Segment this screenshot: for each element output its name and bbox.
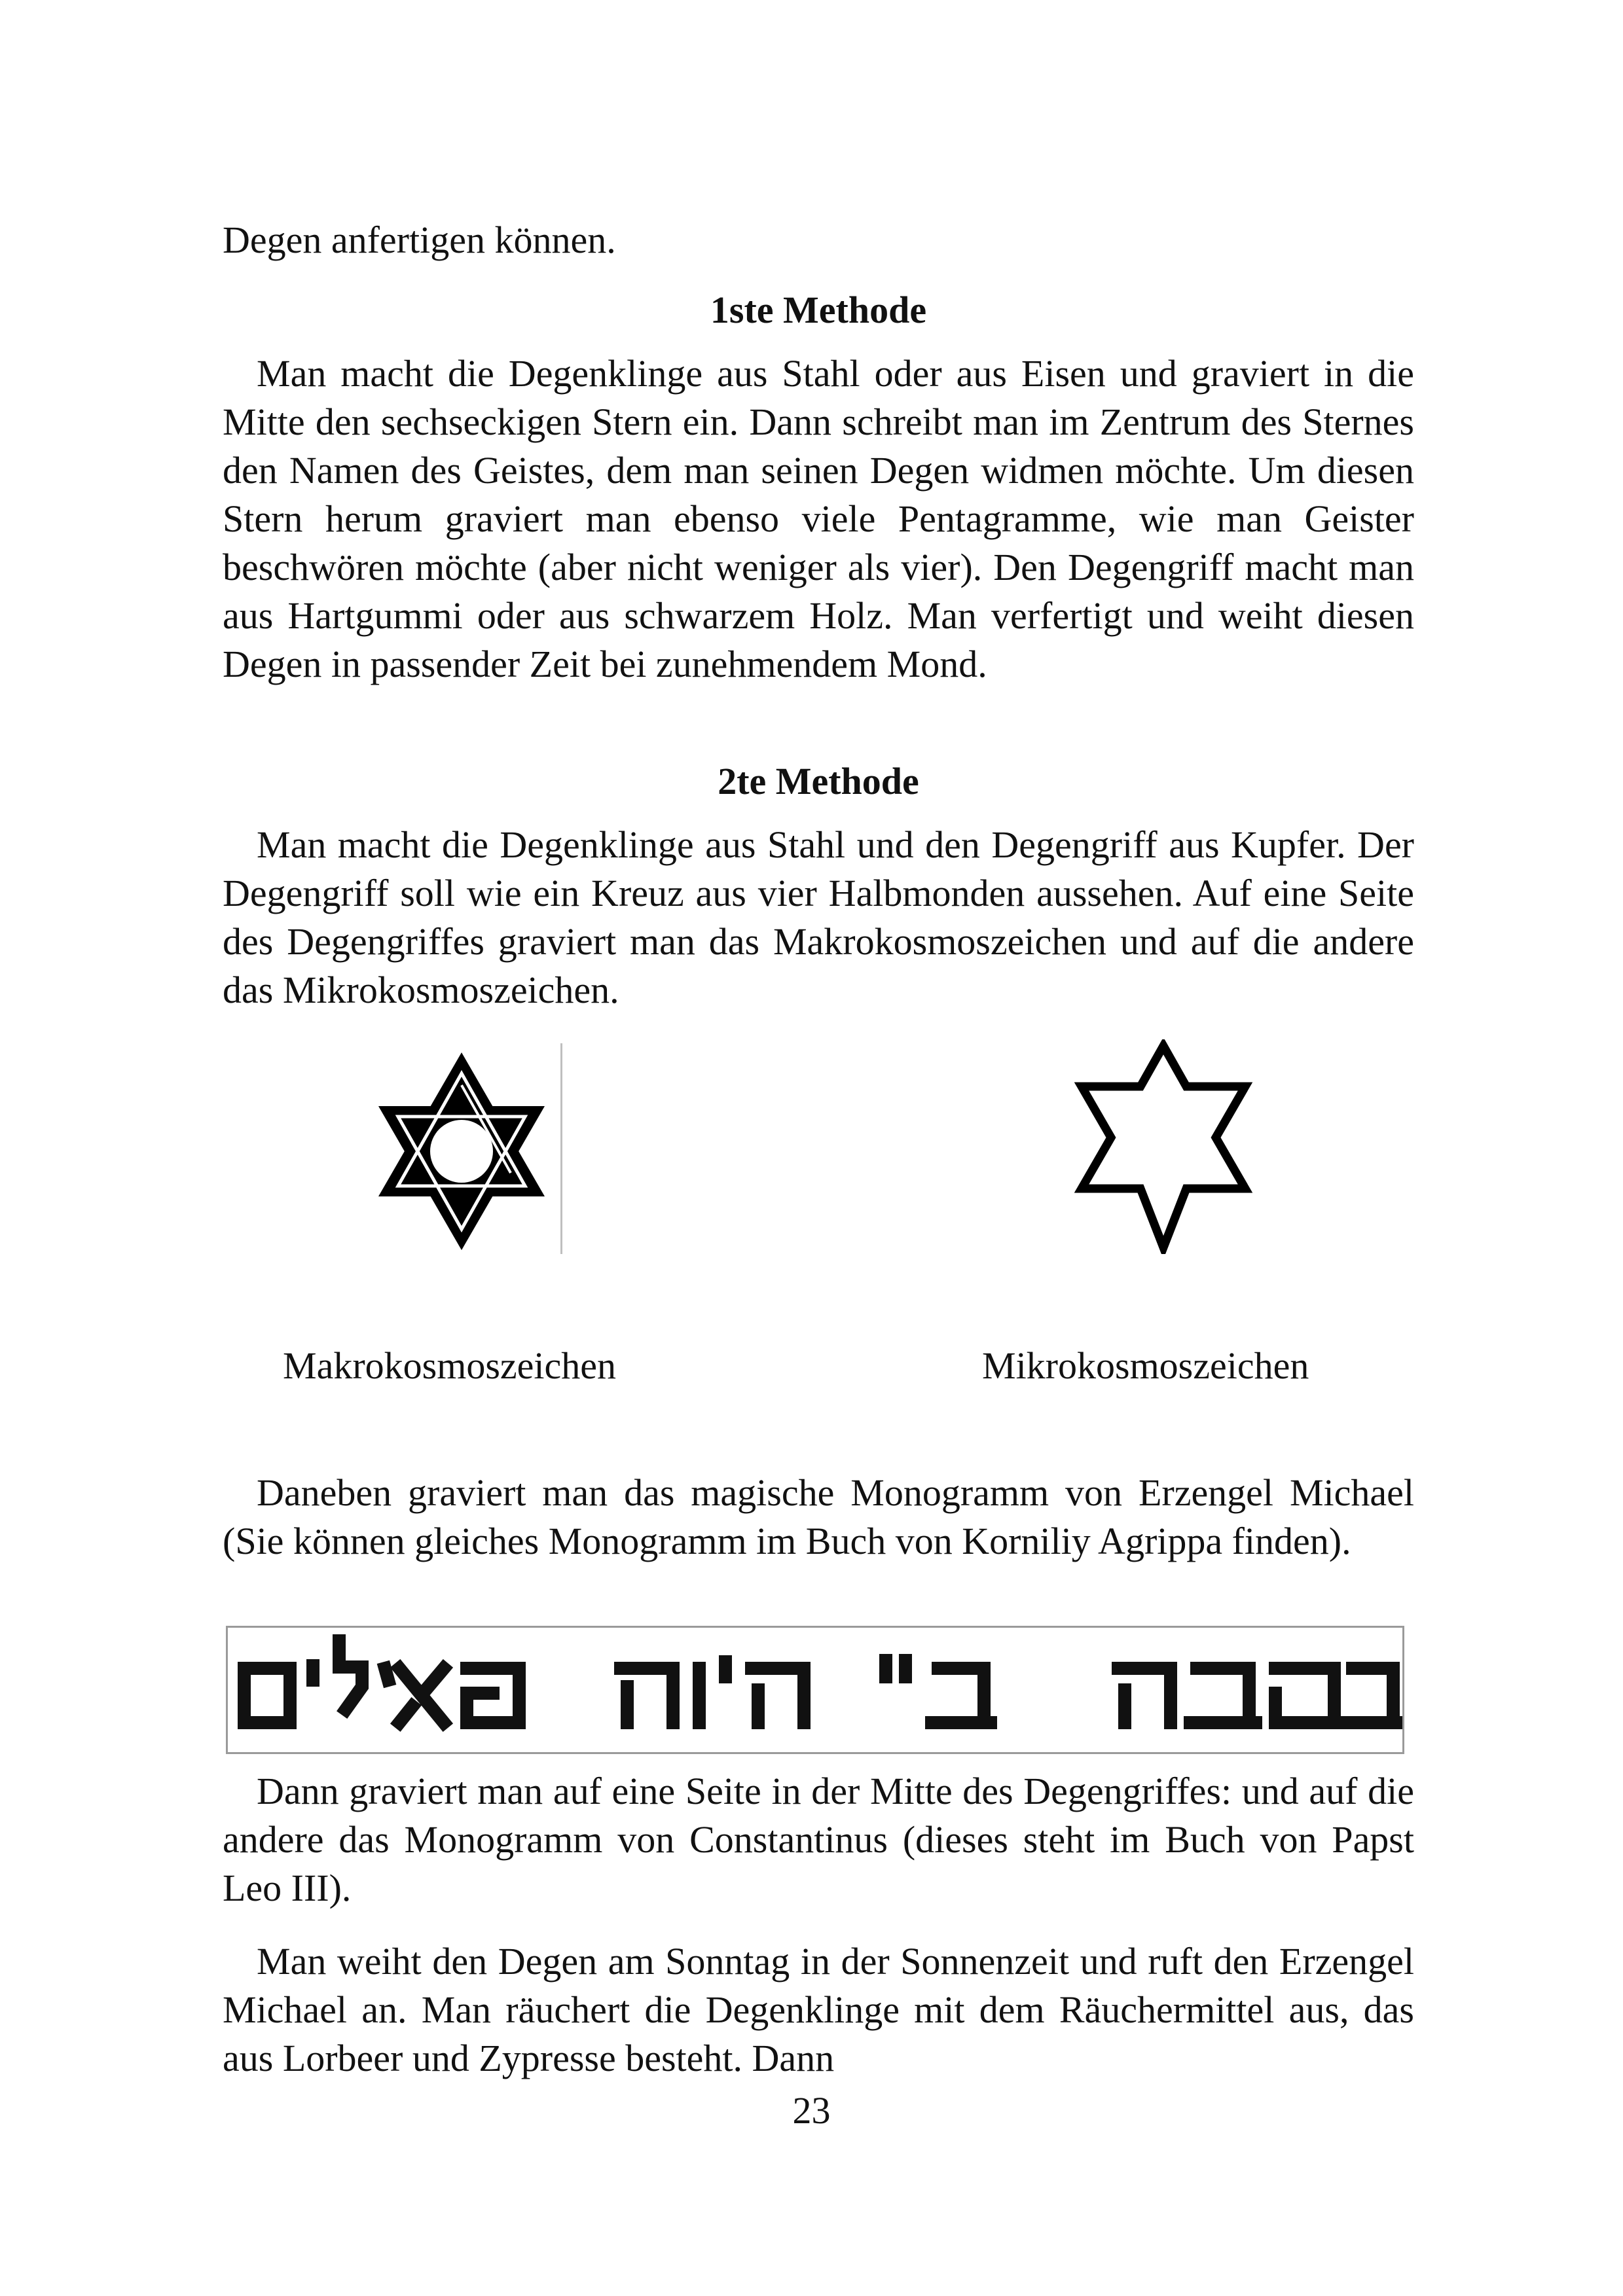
figure-divider (560, 1043, 562, 1254)
section-body-2: Man macht die Degenklinge aus Stahl und den Degengriff aus Kupfer. Der Degengriff soll wie ein Kreuz aus vier Halbmonden aussehen. Auf eine Seite des Degengriffes graviert man das Makrokosmoszeichen und auf die andere das Mikrokosmoszeichen. (223, 823, 1414, 1011)
mikro-caption: Mikrokosmoszeichen (982, 1344, 1309, 1387)
outline-hexagram-icon (1074, 1039, 1253, 1254)
monogram-paragraph: Daneben graviert man das magische Monogramm von Erzengel Michael (Sie können gleiches Monogramm im Buch von Korniliy Agrippa finden). (223, 1471, 1414, 1562)
makro-caption: Makrokosmoszeichen (283, 1344, 616, 1387)
constantinus-paragraph: Dann graviert man auf eine Seite in der Mitte des Degengriffes: und auf die andere das Monogramm von Constantinus (dieses steht im Buch von Papst Leo III). (223, 1770, 1414, 1909)
section-heading-2: 2te Methode (718, 760, 919, 802)
monogram-box (226, 1626, 1404, 1754)
last-paragraph: Man weiht den Degen am Sonntag in der Sonnenzeit und ruft den Erzengel Michael an. Man räuchert die Degenklinge mit dem Räuchermittel aus, das aus Lorbeer und Zypresse besteht. Dann (223, 1940, 1414, 2079)
opening-line: Degen anfertigen können. (223, 219, 616, 261)
hebrew-monogram-icon (228, 1628, 1402, 1752)
filled-hexagram-icon (373, 1047, 550, 1255)
page-number: 23 (792, 2089, 831, 2132)
section-body-1: Man macht die Degenklinge aus Stahl oder aus Eisen und graviert in die Mitte den sechseckigen Stern ein. Dann schreibt man im Zentrum des Sternes den Namen des Geistes, dem man seinen Degen widmen möchte. Um diesen Stern herum graviert man ebenso viele Pentagramme, wie man Geister beschwören möchte (aber nicht weniger als vier). Den Degengriff macht man aus Hartgummi oder aus schwarzem Holz. Man verfertigt und weiht diesen Degen in passender Zeit bei zunehmendem Mond. (223, 352, 1414, 685)
section-heading-1: 1ste Methode (710, 289, 927, 331)
